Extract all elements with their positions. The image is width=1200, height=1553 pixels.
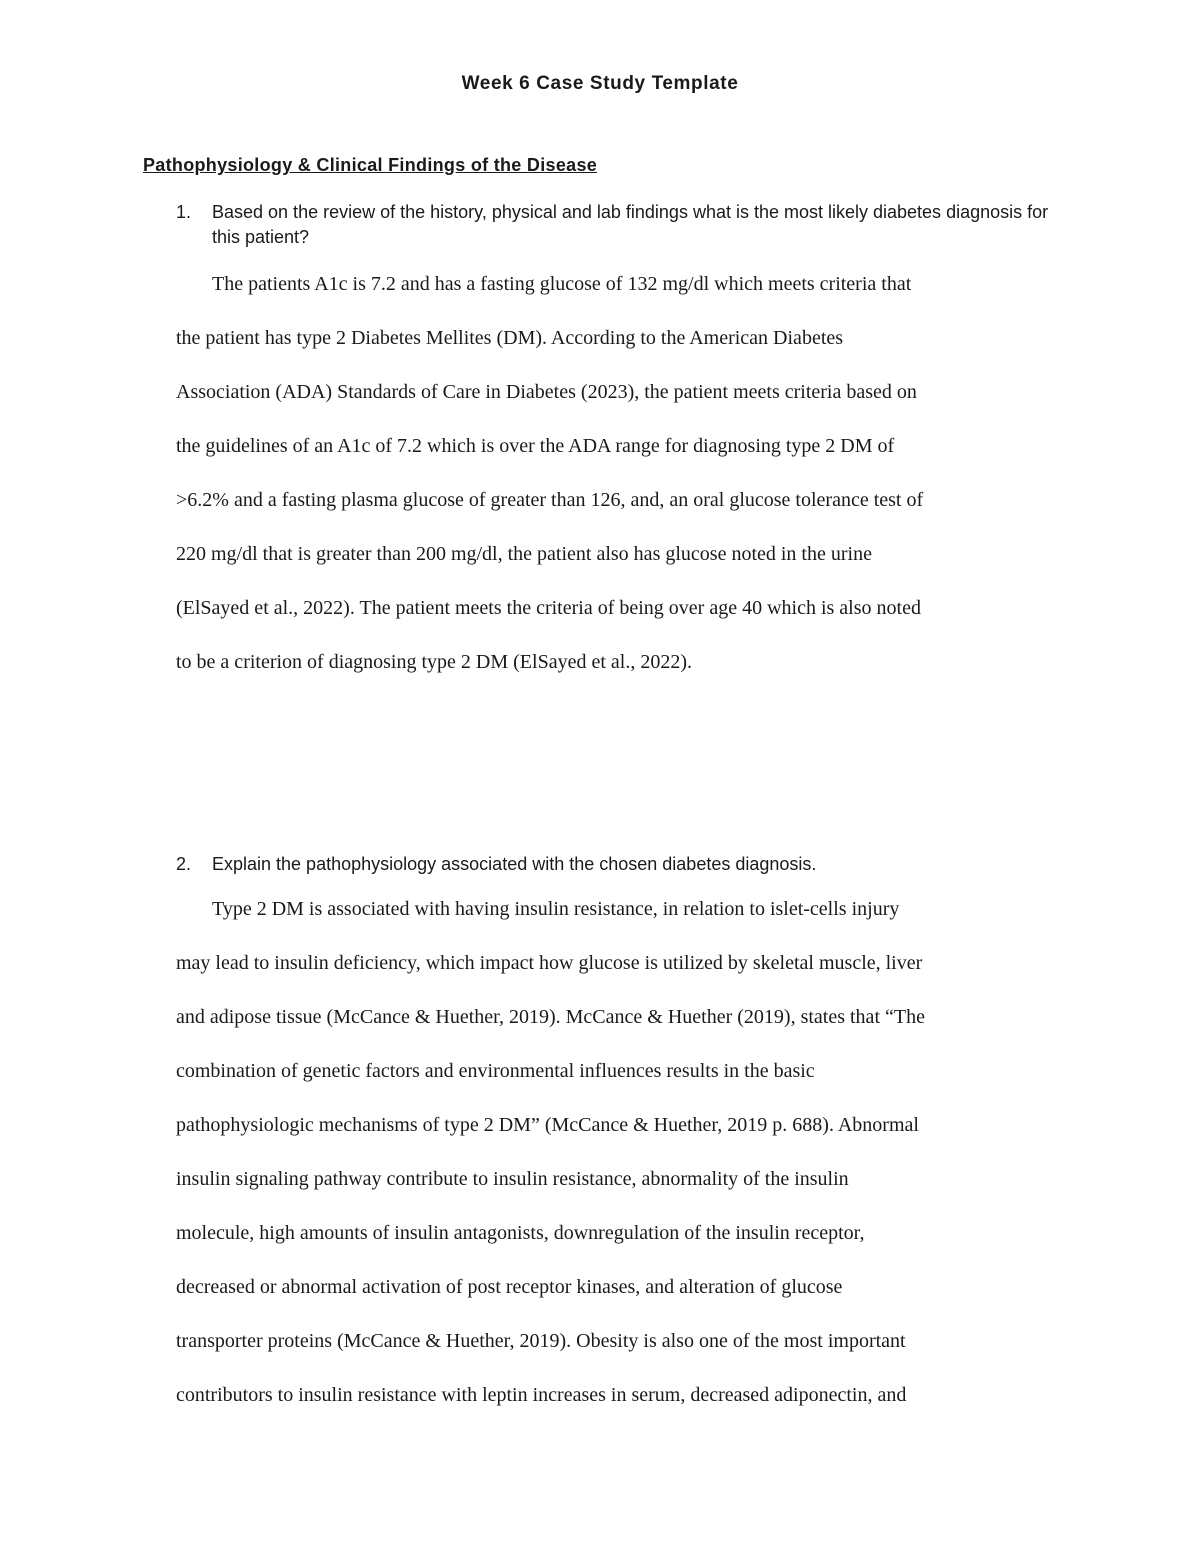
- answer-2: [176, 882, 1066, 1422]
- answer-line: the patient has type 2 Diabetes Mellites (DM). According to the American Diabetes: [176, 327, 844, 349]
- answer-line: decreased or abnormal activation of post receptor kinases, and alteration of glucose: [176, 1276, 843, 1298]
- answer-line: (ElSayed et al., 2022). The patient meets the criteria of being over age 40 which is also noted: [176, 597, 921, 619]
- question-prompt: Based on the review of the history, physical and lab findings what is the most likely diabetes diagnosis for this patient?: [212, 202, 1049, 247]
- answer-line: to be a criterion of diagnosing type 2 DM (ElSayed et al., 2022).: [176, 651, 692, 673]
- question-2: [176, 852, 1056, 877]
- answer-1: [176, 257, 1066, 689]
- question-number: 1.: [176, 202, 192, 222]
- answer-line: >6.2% and a fasting plasma glucose of greater than 126, and, an oral glucose tolerance test of: [176, 489, 924, 511]
- question-number: 2.: [176, 854, 192, 874]
- answer-line: transporter proteins (McCance & Huether, 2019). Obesity is also one of the most important: [176, 1330, 906, 1352]
- question-1: [176, 200, 1056, 250]
- answer-line: 220 mg/dl that is greater than 200 mg/dl, the patient also has glucose noted in the urine: [176, 543, 872, 565]
- answer-line: molecule, high amounts of insulin antagonists, downregulation of the insulin receptor,: [176, 1222, 865, 1244]
- answer-line: may lead to insulin deficiency, which impact how glucose is utilized by skeletal muscle, liver: [176, 952, 923, 974]
- answer-line: Type 2 DM is associated with having insulin resistance, in relation to islet-cells injury: [212, 898, 900, 920]
- answer-line: the guidelines of an A1c of 7.2 which is over the ADA range for diagnosing type 2 DM of: [176, 435, 895, 457]
- answer-line: Association (ADA) Standards of Care in Diabetes (2023), the patient meets criteria based on: [176, 381, 917, 403]
- answer-line: and adipose tissue (McCance & Huether, 2019). McCance & Huether (2019), states that “The: [176, 1006, 925, 1028]
- document-title: Week 6 Case Study Template: [461, 73, 739, 94]
- question-prompt: Explain the pathophysiology associated with the chosen diabetes diagnosis.: [212, 854, 817, 874]
- answer-line: The patients A1c is 7.2 and has a fasting glucose of 132 mg/dl which meets criteria that: [212, 273, 912, 295]
- answer-line: insulin signaling pathway contribute to insulin resistance, abnormality of the insulin: [176, 1168, 849, 1190]
- section-heading: Pathophysiology & Clinical Findings of the Disease: [143, 155, 598, 175]
- answer-line: contributors to insulin resistance with leptin increases in serum, decreased adiponectin, and: [176, 1384, 907, 1406]
- answer-line: combination of genetic factors and environmental influences results in the basic: [176, 1060, 815, 1082]
- answer-line: pathophysiologic mechanisms of type 2 DM” (McCance & Huether, 2019 p. 688). Abnormal: [176, 1114, 919, 1136]
